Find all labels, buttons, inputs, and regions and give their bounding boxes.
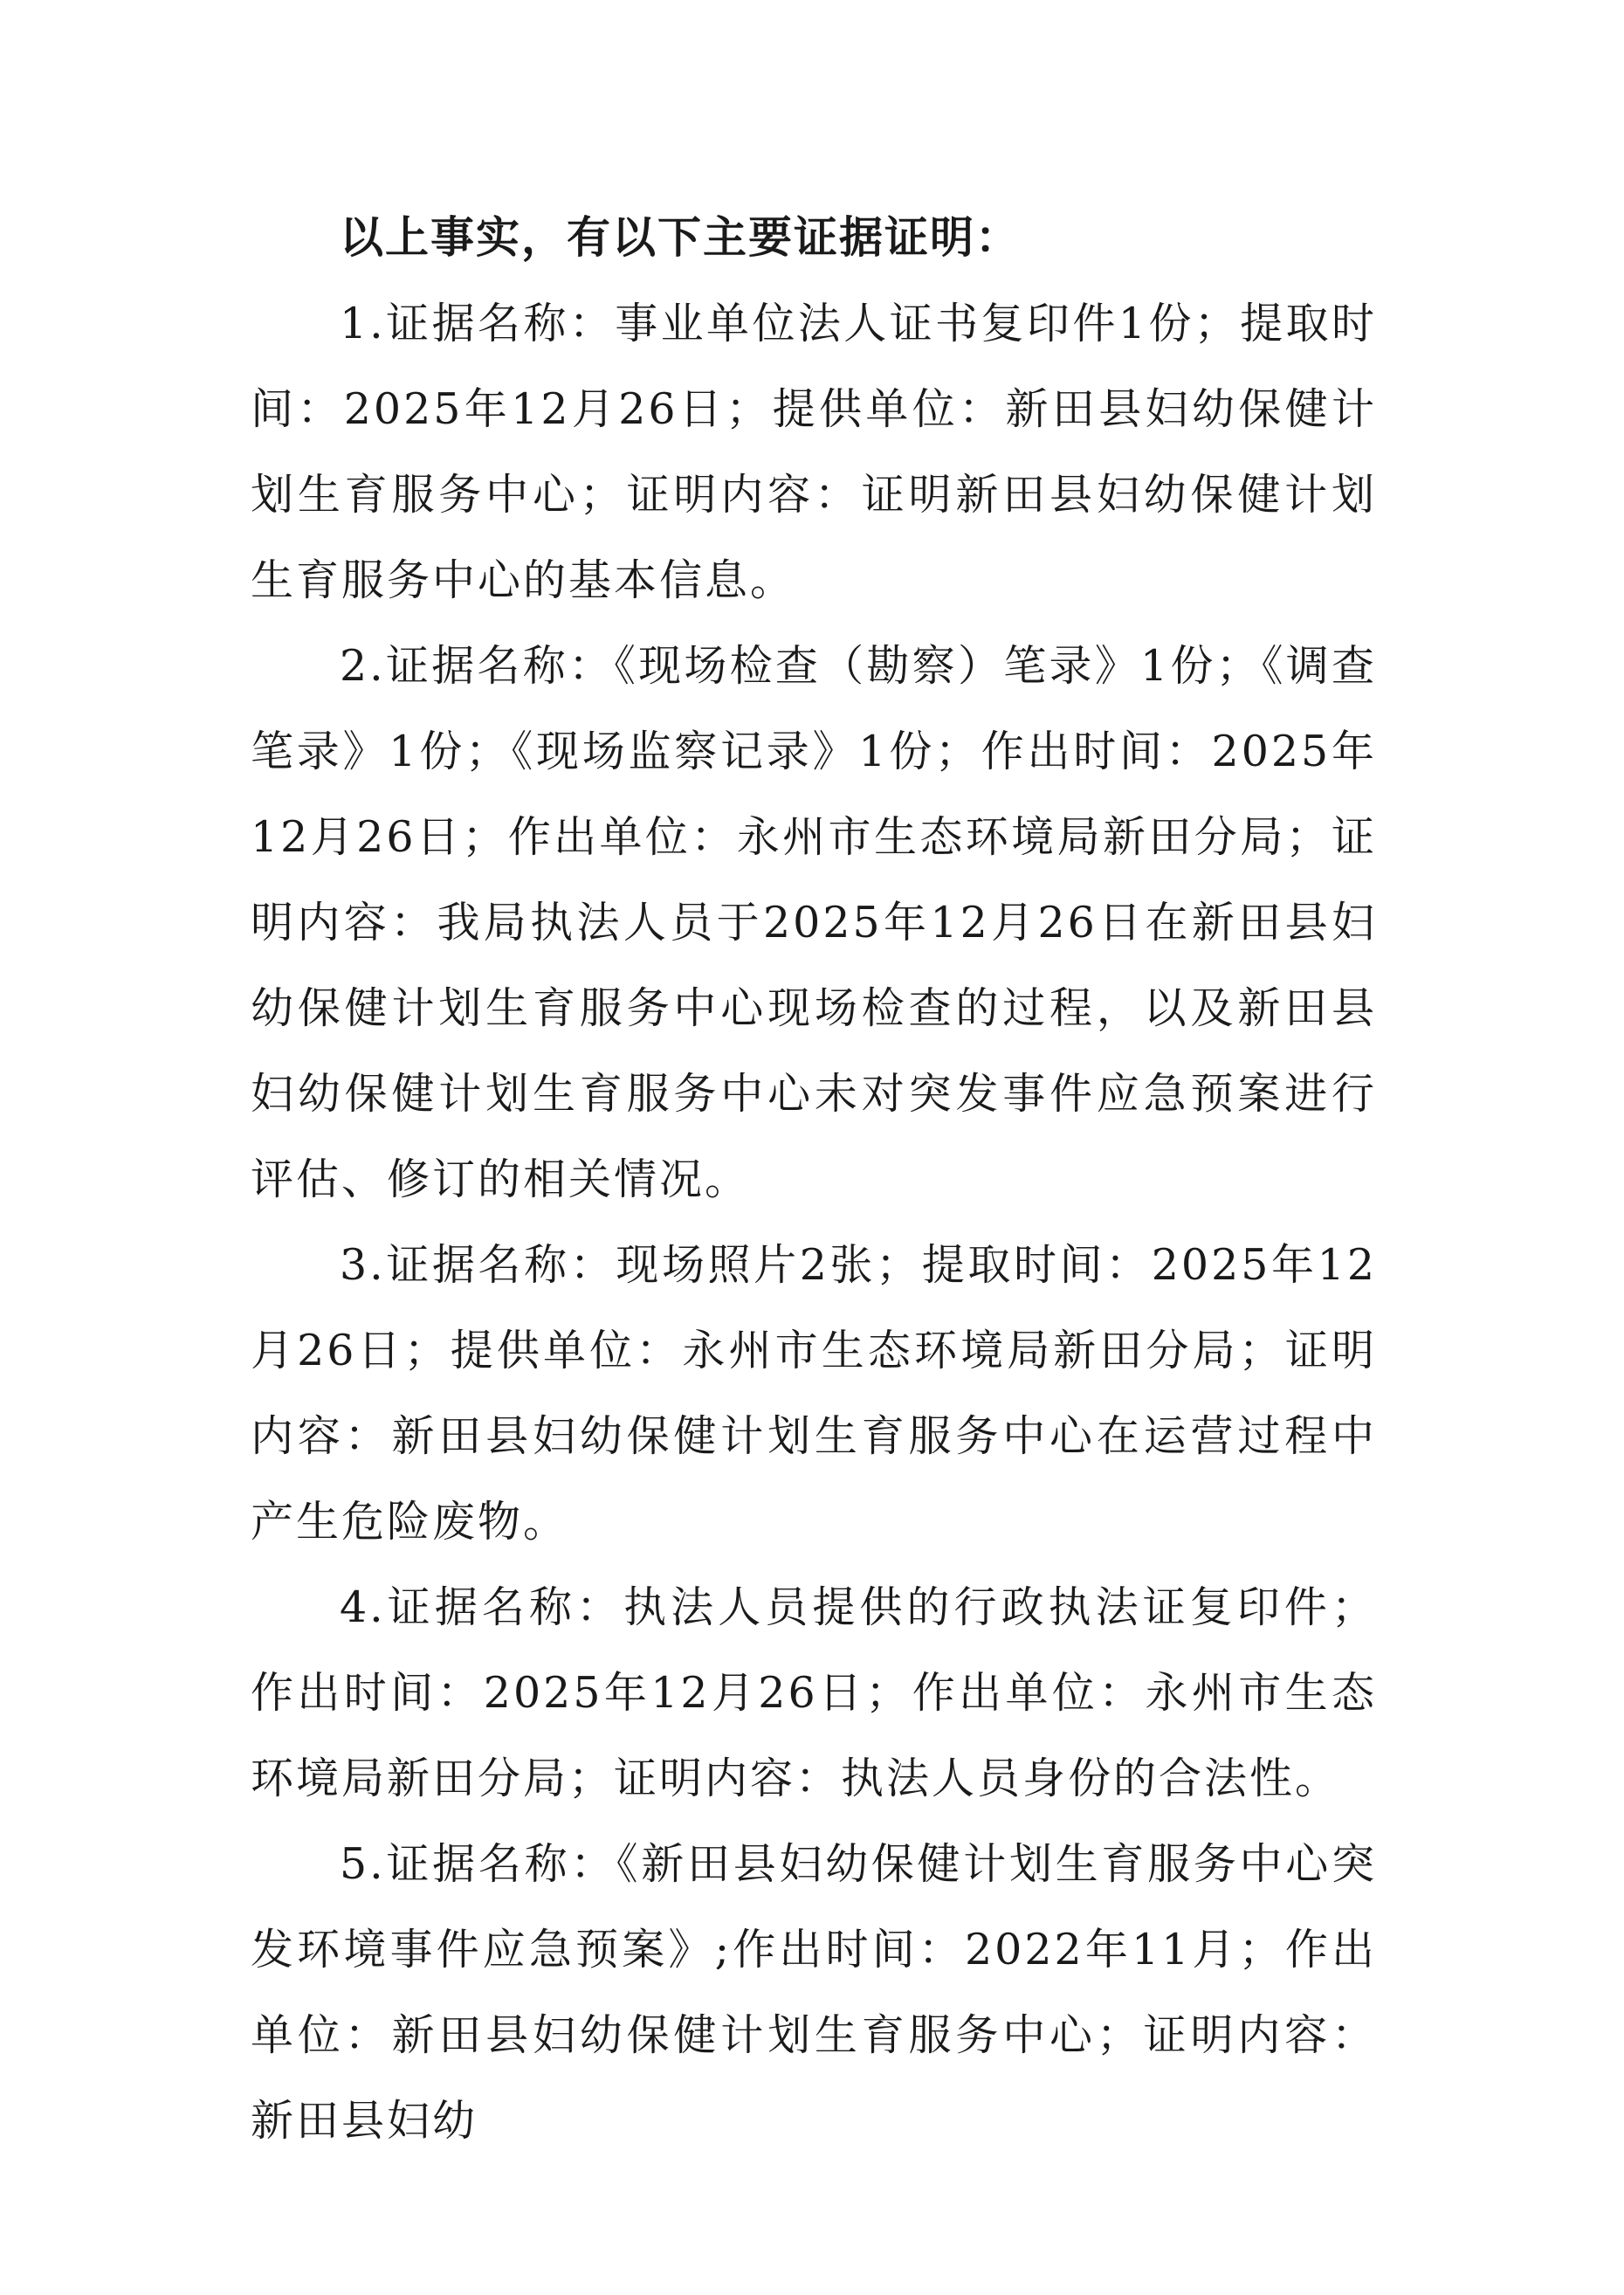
evidence-item-2: 2.证据名称：《现场检查（勘察）笔录》1份；《调查笔录》1份；《现场监察记录》1份；作出时间：2025年12月26日；作出单位：永州市生态环境局新田分局；证明内容：我局执法人员于2025年12月26日在新田县妇幼保健计划生育服务中心现场检查的过程，以及新田县妇幼保健计划生育服务中心未对突发事件应急预案进行评估、修订的相关情况。 xyxy=(251,641,1377,1204)
evidence-item-1: 1.证据名称：事业单位法人证书复印件1份；提取时间：2025年12月26日；提供单位：新田县妇幼保健计划生育服务中心；证明内容：证明新田县妇幼保健计划生育服务中心的基本信息。 xyxy=(251,299,1377,605)
evidence-item-5: 5.证据名称：《新田县妇幼保健计划生育服务中心突发环境事件应急预案》;作出时间：2022年11月；作出单位：新田县妇幼保健计划生育服务中心；证明内容：新田县妇幼 xyxy=(251,1839,1377,2146)
evidence-item-4: 4.证据名称：执法人员提供的行政执法证复印件；作出时间：2025年12月26日；作出单位：永州市生态环境局新田分局；证明内容：执法人员身份的合法性。 xyxy=(251,1582,1377,1803)
document-body xyxy=(251,194,1377,2164)
evidence-heading: 以上事实，有以下主要证据证明： xyxy=(340,211,1021,263)
evidence-item-3: 3.证据名称：现场照片2张；提取时间：2025年12月26日；提供单位：永州市生态环境局新田分局；证明内容：新田县妇幼保健计划生育服务中心在运营过程中产生危险废物。 xyxy=(251,1240,1377,1547)
